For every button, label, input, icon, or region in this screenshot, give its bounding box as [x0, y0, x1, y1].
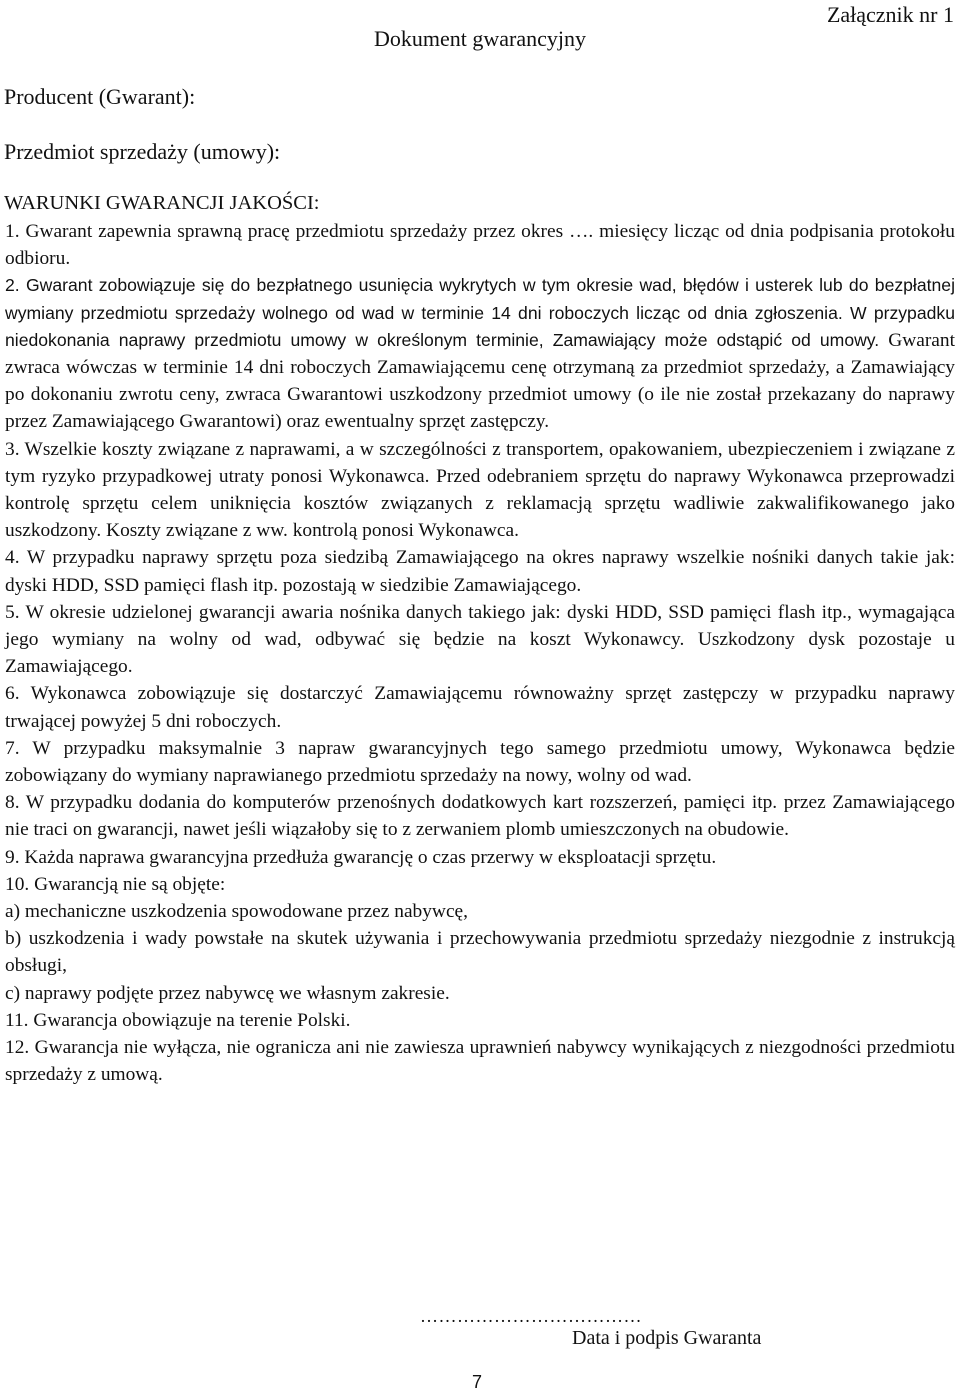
clause-2: [5, 272, 955, 435]
clause-5: 5. W okresie udzielonej gwarancji awaria nośnika danych takiego jak: dyski HDD, SSD pamięci flash itp., wymagająca jego wymiany na wolny od wad, odbywać się będzie na koszt Wykonawcy. Uszkodzony dysk pozostaje u Zamawiającego.: [5, 601, 955, 678]
clause-6: 6. Wykonawca zobowiązuje się dostarczyć Zamawiającemu równoważny sprzęt zastępczy w przypadku naprawy trwającej powyżej 5 dni roboczych.: [5, 683, 955, 732]
signature-dots: ………………………………: [420, 1306, 642, 1326]
clause-9: 9. Każda naprawa gwarancyjna przedłuża gwarancję o czas przerwy w eksploatacji sprzętu.: [5, 846, 717, 868]
clause-1: 1. Gwarant zapewnia sprawną pracę przedmiotu sprzedaży przez okres …. miesięcy licząc od dnia podpisania protokołu odbioru.: [5, 221, 955, 270]
annex-label: Załącznik nr 1: [826, 2, 954, 27]
clause-10-a: a) mechaniczne uszkodzenia spowodowane przez nabywcę,: [5, 901, 468, 923]
clause-11: 11. Gwarancja obowiązuje na terenie Polski.: [5, 1009, 351, 1031]
clause-3: 3. Wszelkie koszty związane z naprawami, a w szczególności z transportem, opakowaniem, ubezpieczeniem i związane z tym ryzyko przypadkowej utraty ponosi Wykonawca. Przed odebraniem sprzętu do naprawy Wykonawca przeprowadzi kontrolę sprzętu celem uniknięcia kosztów związanych z reklamacją sprzętu wadliwie zakwalifikowanego jako uszkodzony. Koszty związane z ww. kontrolą ponosi Wykonawca.: [5, 438, 955, 542]
signature-label: Data i podpis Gwaranta: [572, 1327, 762, 1349]
clause-10-b: b) uszkodzenia i wady powstałe na skutek używania i przechowywania przedmiotu sprzedaży niezgodnie z instrukcją obsługi,: [5, 928, 955, 977]
clause-7: 7. W przypadku maksymalnie 3 napraw gwarancyjnych tego samego przedmiotu umowy, Wykonawca będzie zobowiązany do wymiany naprawianego przedmiotu sprzedaży na nowy, wolny od wad.: [5, 737, 955, 787]
subject-label: Przedmiot sprzedaży (umowy):: [4, 139, 281, 164]
warranty-clauses: [5, 218, 955, 1089]
clause-4: 4. W przypadku naprawy sprzętu poza siedzibą Zamawiającego na okres naprawy wszelkie nośniki danych takie jak: dyski HDD, SSD pamięci flash itp. pozostają w siedzibie Zamawiającego.: [5, 547, 955, 596]
clause-12: 12. Gwarancja nie wyłącza, nie ogranicza ani nie zawiesza uprawnień nabywcy wynikających z niezgodności przedmiotu sprzedaży z umową.: [5, 1037, 955, 1086]
document-title: Dokument gwarancyjny: [374, 26, 586, 51]
producer-label: Producent (Gwarant):: [4, 84, 196, 109]
clause-2-part-b: Gwarant zwraca wówczas w terminie 14 dni roboczych Zamawiającemu cenę otrzymaną za przedmiot sprzedaży, a Zamawiający po dokonaniu zwrotu ceny, zwraca Gwarantowi uszkodzony przedmiot umowy (o ile nie został przekazany do naprawy przez Zamawiającego Gwarantowi) oraz ewentualny sprzęt zastępczy.: [5, 329, 956, 433]
section-heading: WARUNKI GWARANCJI JAKOŚCI:: [4, 192, 320, 214]
clause-2-part-a: 2. Gwarant zobowiązuje się do bezpłatnego usunięcia wykrytych w tym okresie wad, błędów i usterek lub do bezpłatnej wymiany przedmiotu sprzedaży wolnego od wad w terminie 14 dni roboczych licząc od dnia zgłoszenia. W przypadku niedokonania naprawy przedmiotu umowy w określonym terminie, Zamawiający może odstąpić od umowy.: [5, 275, 955, 350]
clause-8: 8. W przypadku dodania do komputerów przenośnych dodatkowych kart rozszerzeń, pamięci itp. przez Zamawiającego nie traci on gwarancji, nawet jeśli wiązałoby się to z zerwaniem plomb umieszczonych na obudowie.: [5, 792, 955, 841]
clause-10: 10. Gwarancją nie są objęte:: [5, 873, 226, 895]
page-number: 7: [472, 1372, 483, 1392]
clause-10-c: c) naprawy podjęte przez nabywcę we własnym zakresie.: [5, 982, 450, 1004]
